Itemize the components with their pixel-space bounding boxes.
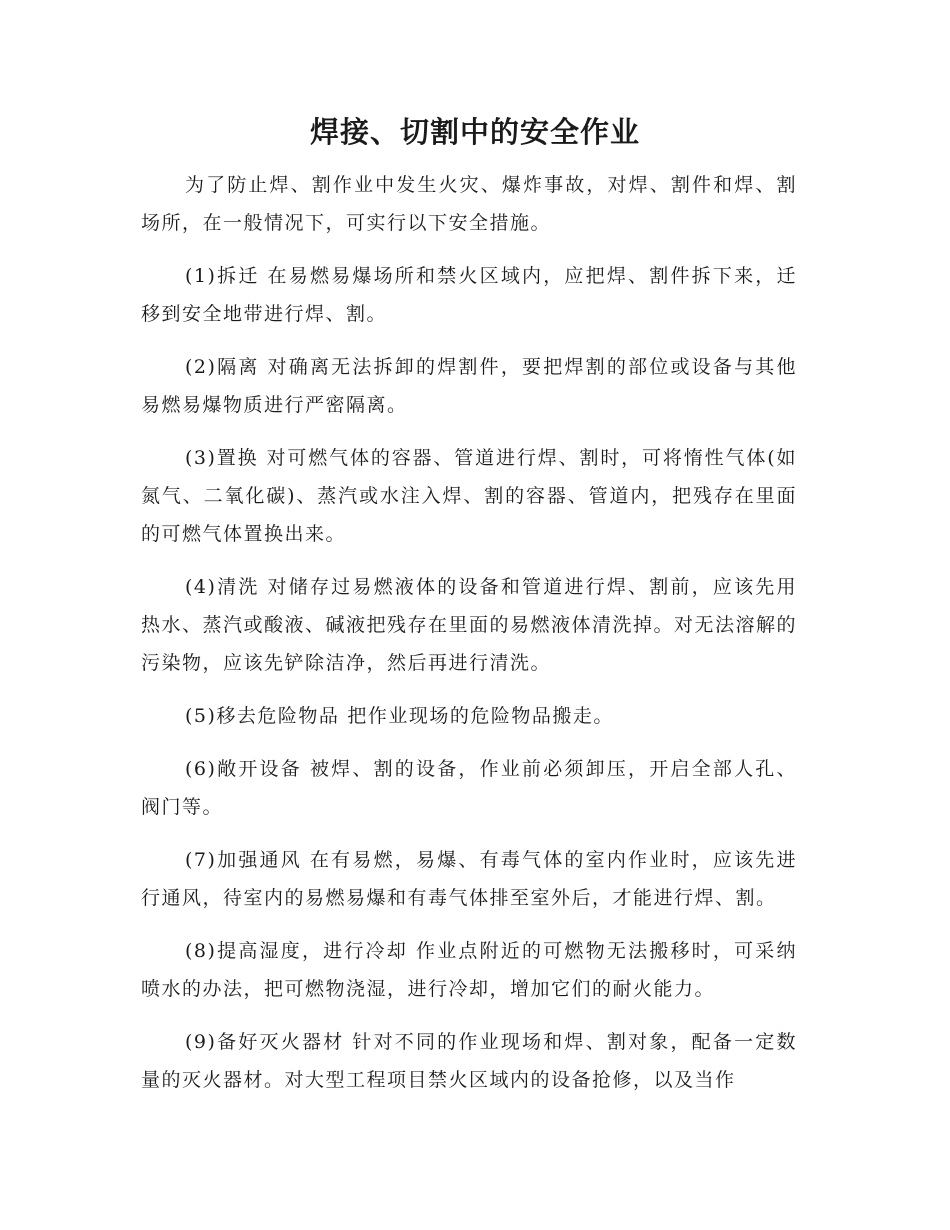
measure-text: 在易燃易爆场所和禁火区域内，应把焊、割件拆下来，迁移到安全地带进行焊、割。 bbox=[141, 265, 797, 325]
measure-label: (8)提高湿度，进行冷却 bbox=[185, 940, 408, 962]
measure-text: 对储存过易燃液体的设备和管道进行焊、割前，应该先用热水、蒸汽或酸液、碱液把残存在里面的易燃液体清洗掉。对无法溶解的污染物，应该先铲除洁净，然后再进行清洗。 bbox=[141, 576, 798, 674]
document-body bbox=[141, 166, 797, 1114]
measure-label: (2)隔离 bbox=[185, 356, 260, 378]
measure-label: (1)拆迁 bbox=[185, 265, 260, 287]
measure-item bbox=[141, 439, 797, 553]
measure-item bbox=[141, 750, 797, 826]
measure-item bbox=[141, 348, 797, 424]
measure-text: 针对不同的作业现场和焊、割对象，配备一定数量的灭火器材。对大型工程项目禁火区域内的设备抢修，以及当作 bbox=[141, 1031, 797, 1091]
measure-text: 对可燃气体的容器、管道进行焊、割时，可将惰性气体(如氮气、二氧化碳)、蒸汽或水注入焊、割的容器、管道内，把残存在里面的可燃气体置换出来。 bbox=[141, 447, 797, 545]
measure-label: (7)加强通风 bbox=[185, 849, 302, 871]
measure-item bbox=[141, 257, 797, 333]
measure-item bbox=[141, 932, 797, 1008]
measure-label: (6)敞开设备 bbox=[185, 758, 302, 780]
measure-text: 被焊、割的设备，作业前必须卸压，开启全部人孔、阀门等。 bbox=[141, 758, 797, 818]
measure-item bbox=[141, 568, 797, 682]
measure-label: (4)清洗 bbox=[185, 576, 260, 598]
measure-label: (3)置换 bbox=[185, 447, 259, 469]
measure-label: (5)移去危险物品 bbox=[185, 705, 340, 727]
document-title: 焊接、切割中的安全作业 bbox=[309, 115, 640, 149]
measure-item bbox=[141, 1023, 797, 1099]
measure-text: 作业点附近的可燃物无法搬移时，可采纳喷水的办法，把可燃物浇湿，进行冷却，增加它们的耐火能力。 bbox=[141, 940, 797, 1000]
intro-paragraph: 为了防止焊、割作业中发生火灾、爆炸事故，对焊、割件和焊、割场所，在一般情况下，可实行以下安全措施。 bbox=[141, 174, 797, 234]
measure-text: 在有易燃，易爆、有毒气体的室内作业时，应该先进行通风，待室内的易燃易爆和有毒气体排至室外后，才能进行焊、割。 bbox=[141, 849, 797, 909]
measure-text: 把作业现场的危险物品搬走。 bbox=[347, 705, 614, 727]
measure-item bbox=[141, 841, 797, 917]
measure-text: 对确离无法拆卸的焊割件，要把焊割的部位或设备与其他易燃易爆物质进行严密隔离。 bbox=[141, 356, 797, 416]
measure-label: (9)备好灭火器材 bbox=[185, 1031, 345, 1053]
measure-item bbox=[141, 697, 797, 735]
